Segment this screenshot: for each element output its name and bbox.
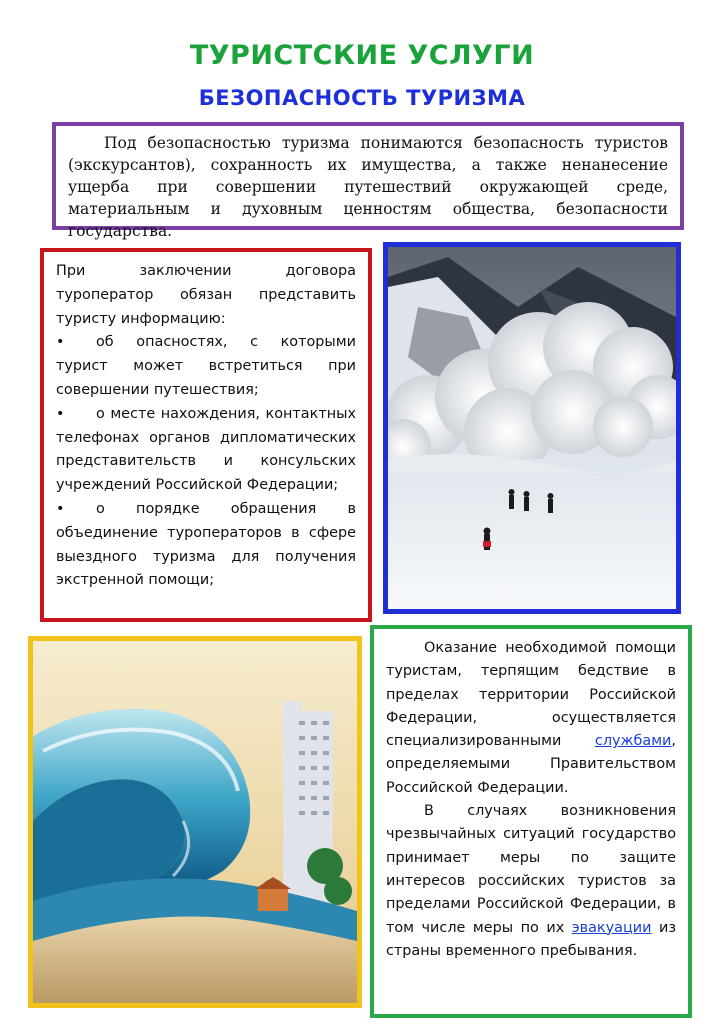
help-paragraph-1: Оказание необходимой помощи туристам, терпящим бедствие в пределах территории Российской Федерации, осуществляется специализированными службами, определяемыми Правительством Российской Федерации.: [386, 640, 676, 796]
bullet-icon: •: [56, 500, 65, 517]
intro-box: [52, 122, 684, 240]
help-box: [370, 625, 692, 1018]
bullet-icon: •: [56, 405, 65, 422]
bullet-icon: •: [56, 334, 65, 351]
avalanche-image: [388, 247, 676, 609]
page-subtitle: БЕЗОПАСНОСТЬ ТУРИЗМА: [198, 86, 526, 110]
services-link[interactable]: службами: [594, 733, 672, 750]
tsunami-image: [33, 641, 357, 1003]
duties-box: [40, 248, 372, 622]
duties-list: [56, 331, 356, 593]
list-item: • о месте нахождения, контактных телефонах органов дипломатических представительств и консульских учреждений Российской Федерации;: [56, 403, 356, 498]
duties-lead: При заключении договора туроператор обязан представить туристу информацию:: [56, 263, 356, 327]
list-item: • о порядке обращения в объединение туроператоров в сфере выездного туризма для получения экстренной помощи;: [56, 498, 356, 593]
avalanche-photo: [383, 242, 681, 614]
tsunami-illustration: [28, 636, 362, 1008]
page-title: ТУРИСТСКИЕ УСЛУГИ: [189, 40, 535, 71]
list-item: • об опасностях, с которыми турист может встретиться при совершении путешествия;: [56, 331, 356, 402]
evacuation-link[interactable]: эвакуации: [571, 919, 652, 936]
intro-text: Под безопасностью туризма понимаются безопасность туристов (экскурсантов), сохранность их имущества, а также ненанесение ущерба при совершении путешествий окружающей среде, материальным и духовным ценностям общества, безопасности государства.: [68, 134, 668, 240]
help-paragraph-2: В случаях возникновения чрезвычайных ситуаций государство принимает меры по защите интересов российских туристов за пределами Российской Федерации, в том числе меры по их эвакуации из страны временного пребывания.: [386, 803, 676, 959]
